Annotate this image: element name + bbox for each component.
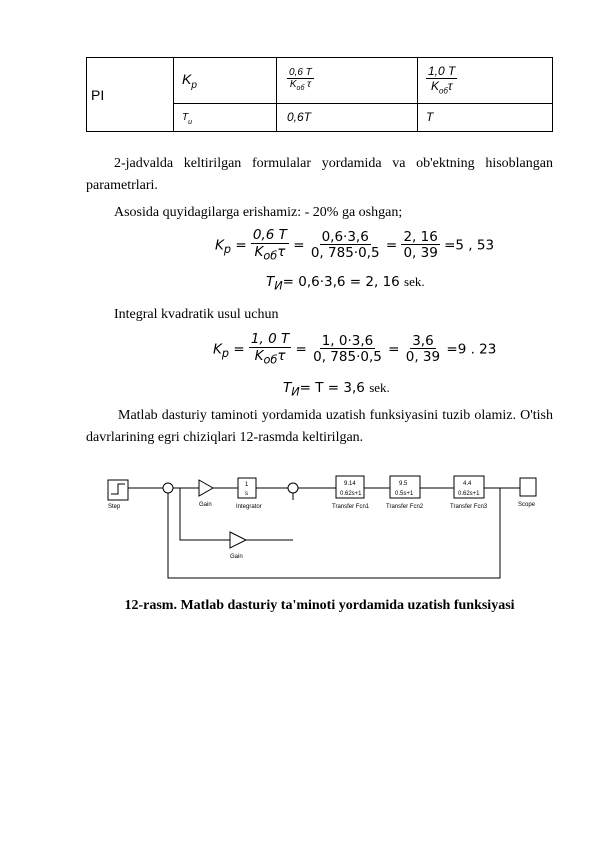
svg-text:0.5s+1: 0.5s+1 <box>395 491 414 497</box>
table-cell-ti-formula-2: T <box>418 104 553 132</box>
svg-text:Scope: Scope <box>518 502 536 508</box>
paragraph-4-line-1: Matlab dasturiy taminoti yordamida uzatish funksiyasini tuzib olamiz. O'tish <box>118 408 553 423</box>
svg-text:0.62s+1: 0.62s+1 <box>458 491 480 497</box>
svg-text:Transfer Fcn2: Transfer Fcn2 <box>386 504 424 510</box>
table-cell-ti-formula-1: 0,6T <box>277 104 418 132</box>
table-cell-kp-formula-1: $\frac{0,6 T}{K_{об} \tau}$ <box>277 58 418 104</box>
table-cell-kp-formula-2: $\frac{1,0 T}{K_{об}\tau}$ <box>418 58 553 104</box>
formula-ti-2: $T_И= T = 3,6$ sek. <box>283 380 390 399</box>
svg-text:s: s <box>245 491 248 497</box>
svg-text:9.14: 9.14 <box>344 481 356 487</box>
svg-text:Integrator: Integrator <box>236 504 262 510</box>
simulink-diagram <box>100 468 545 584</box>
svg-text:0.62s+1: 0.62s+1 <box>340 491 362 497</box>
paragraph-1-line-1: 2-jadvalda keltirilgan formulalar yordamida va ob'ektning hisoblangan <box>114 156 553 171</box>
svg-text:Transfer Fcn3: Transfer Fcn3 <box>450 504 488 510</box>
svg-text:Gain: Gain <box>230 554 243 560</box>
paragraph-4-line-2: davrlarining egri chiziqlari 12-rasmda keltirilgan. <box>86 430 364 445</box>
svg-text:Gain: Gain <box>199 502 212 508</box>
sum-block-1 <box>163 483 173 493</box>
table-cell-ti: $T_и$ <box>174 104 277 132</box>
pi-parameters-table <box>86 57 553 132</box>
gain1-block <box>230 532 246 548</box>
gain-block <box>199 480 213 496</box>
paragraph-1-line-2: parametrlari. <box>86 178 158 193</box>
svg-text:1: 1 <box>245 482 249 488</box>
paragraph-3: Integral kvadratik usul uchun <box>114 307 279 322</box>
svg-text:4.4: 4.4 <box>463 481 472 487</box>
formula-kp-2: $K_p$ = $\frac{1, 0 T}{K_{об}\tau}$ = $\frac{1, 0\cdot 3,6}{0, 785\cdot 0,5}$ = $\frac{3,6}{0, 39}$ =9 . 23 <box>213 331 497 367</box>
formula-ti-1: $T_И= 0,6\cdot 3,6 = 2$, 16 sek. <box>266 274 425 293</box>
scope-block <box>520 478 536 496</box>
svg-text:Transfer Fcn1: Transfer Fcn1 <box>332 504 370 510</box>
svg-text:9.5: 9.5 <box>399 481 408 487</box>
sum-block-2 <box>288 483 298 493</box>
step-icon <box>111 484 125 494</box>
table-cell-kp: $K_p$ <box>174 58 277 104</box>
paragraph-2: Asosida quyidagilarga erishamiz: - 20% ga oshgan; <box>114 205 403 220</box>
table-row-label: PI <box>87 58 174 132</box>
formula-kp-1: $K_p$ = $\frac{0,6 T}{K_{об}\tau}$ = $\frac{0,6\cdot 3,6}{0, 785\cdot 0,5}$ = $\frac{2, 16}{0, 39}$ =5 , 53 <box>215 227 495 263</box>
svg-text:Step: Step <box>108 504 121 510</box>
figure-caption: 12-rasm. Matlab dasturiy ta'minoti yordamida uzatish funksiyasi <box>124 598 515 613</box>
